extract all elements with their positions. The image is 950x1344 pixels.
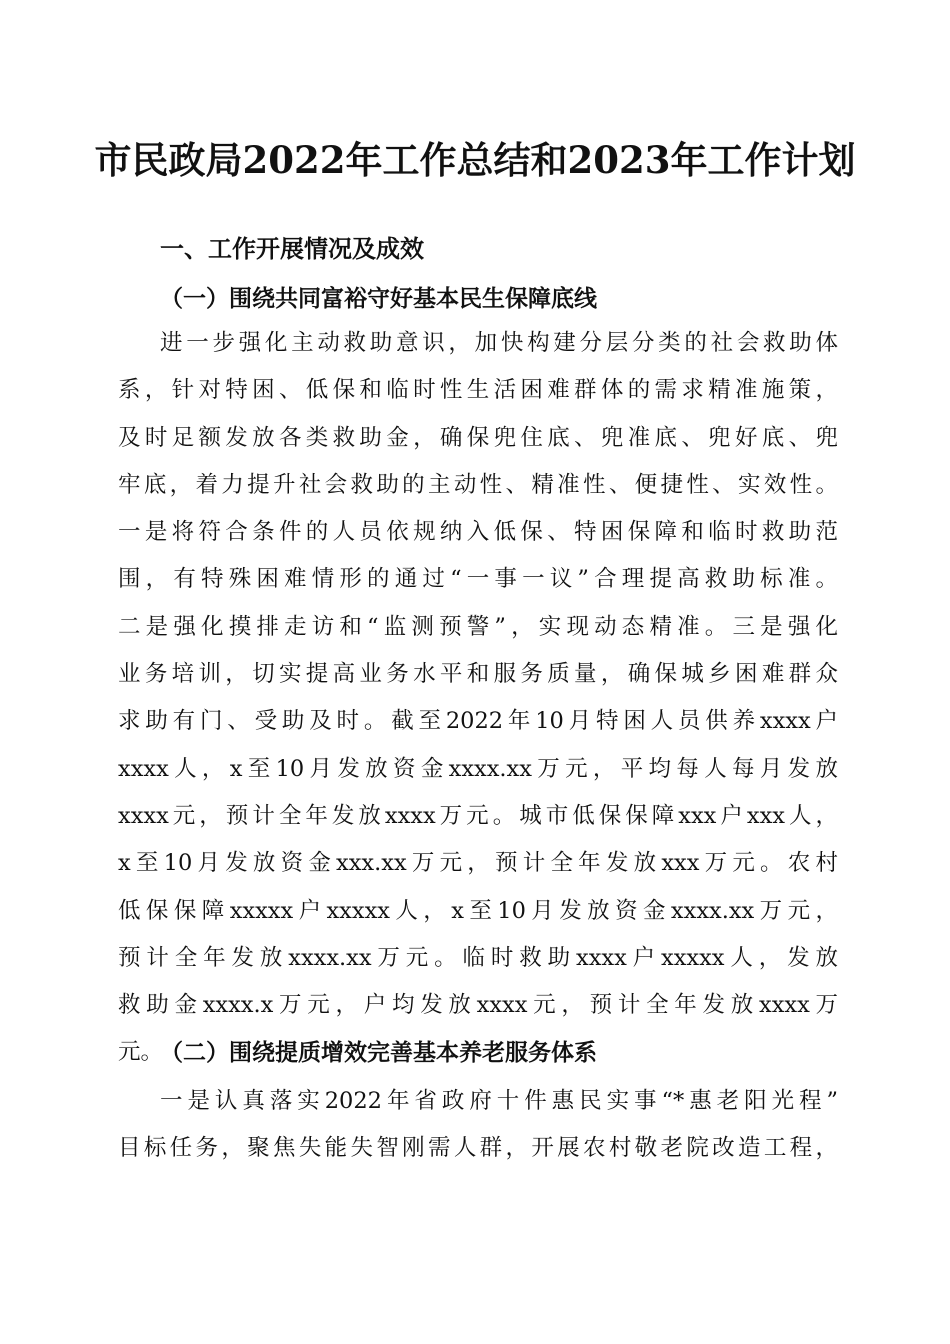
paragraph-line: 业务培训，切实提高业务水平和服务质量，确保城乡困难群众	[118, 661, 838, 688]
paragraph-line: 进一步强化主动救助意识，加快构建分层分类的社会救助体	[160, 330, 838, 356]
paragraph-social-assistance	[118, 320, 838, 1077]
paragraph-line: 及时足额发放各类救助金，确保兜住底、兜准底、兜好底、兜	[118, 424, 838, 451]
paragraph-line: 目标任务，聚焦失能失智刚需人群，开展农村敬老院改造工程，	[118, 1135, 838, 1162]
subsection-heading-1: （一）围绕共同富裕守好基本民生保障底线	[160, 285, 597, 312]
document-title: 市民政局2022年工作总结和2023年工作计划	[94, 138, 856, 182]
paragraph-line: 求助有门、受助及时。截至2022年10月特困人员供养xxxx户	[118, 708, 838, 735]
paragraph-line: x至10月发放资金xxx.xx万元，预计全年发放xxx万元。农村	[118, 850, 838, 877]
paragraph-line: xxxx人，x至10月发放资金xxxx.xx万元，平均每人每月发放	[118, 755, 838, 782]
paragraph-line: 一是认真落实2022年省政府十件惠民实事“*惠老阳光程”	[160, 1088, 838, 1114]
paragraph-line: 一是将符合条件的人员依规纳入低保、特困保障和临时救助范	[118, 519, 838, 546]
paragraph-elderly-care	[118, 1078, 838, 1173]
paragraph-line: xxxx元，预计全年发放xxxx万元。城市低保保障xxx户xxx人，	[118, 802, 838, 829]
paragraph-line: 预计全年发放xxxx.xx万元。临时救助xxxx户xxxxx人，发放	[118, 944, 838, 971]
paragraph-line: 二是强化摸排走访和“监测预警”，实现动态精准。三是强化	[118, 613, 838, 640]
paragraph-line: 低保保障xxxxx户xxxxx人，x至10月发放资金xxxx.xx万元，	[118, 897, 838, 924]
section-heading-1: 一、工作开展情况及成效	[160, 235, 424, 263]
paragraph-line: 救助金xxxx.x万元，户均发放xxxx元，预计全年发放xxxx万	[118, 992, 838, 1019]
paragraph-line: 牢底，着力提升社会救助的主动性、精准性、便捷性、实效性。	[118, 471, 838, 498]
paragraph-line: 围，有特殊困难情形的通过“一事一议”合理提高救助标准。	[118, 566, 838, 593]
paragraph-line: 元。	[118, 1039, 164, 1066]
paragraph-line: 系，针对特困、低保和临时性生活困难群体的需求精准施策，	[118, 377, 838, 404]
subsection-heading-2: （二）围绕提质增效完善基本养老服务体系	[160, 1039, 597, 1066]
